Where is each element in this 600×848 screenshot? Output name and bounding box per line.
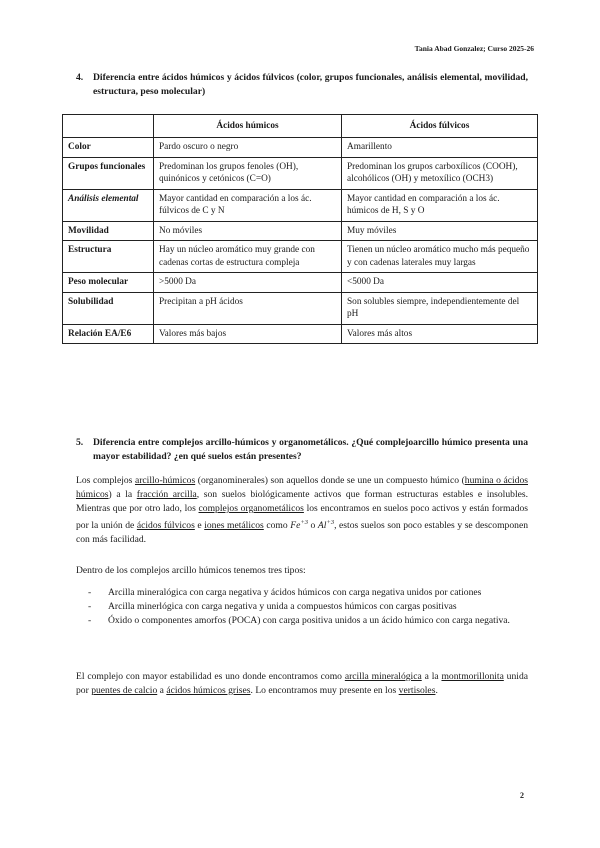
text-run: , estos suelos son poco estables y se descomponen con más facilidad. xyxy=(76,520,528,546)
text-run: unida por xyxy=(76,671,528,696)
table-cell: Mayor cantidad en comparación a los ác. húmicos de H, S y O xyxy=(342,189,538,221)
table-row xyxy=(63,221,538,241)
table-row xyxy=(63,324,538,344)
table-cell: Tienen un núcleo aromático mucho más pequeño y con cadenas laterales muy largas xyxy=(342,241,538,273)
table-header-cell xyxy=(63,115,154,138)
row-label: Color xyxy=(63,138,154,158)
table-cell: Valores más altos xyxy=(342,324,538,344)
underlined-term: ácidos húmicos grises xyxy=(166,685,251,696)
text-run: o xyxy=(308,520,318,532)
text-run: El complejo con mayor estabilidad es uno donde encontramos como xyxy=(76,671,345,682)
page-number: 2 xyxy=(520,791,524,800)
row-label: Relación EA/E6 xyxy=(63,324,154,344)
table-cell: Valores más bajos xyxy=(154,324,342,344)
table-cell: Predominan los grupos fenoles (OH), quinónicos y cetónicos (C=O) xyxy=(154,157,342,189)
ion-symbol: Al xyxy=(317,520,327,532)
iron-ion xyxy=(290,520,308,531)
list-item-text: Arcilla minerlógica con carga negativa y unida a compuestos húmicos con cargas positivas xyxy=(108,601,457,612)
table-cell: Muy móviles xyxy=(342,221,538,241)
text-run: ) a la xyxy=(108,489,137,500)
list-item-text: Óxido o componentes amorfos (POCA) con carga positiva unidos a un ácido húmico con carga negativa. xyxy=(108,615,510,626)
table-cell: No móviles xyxy=(154,221,342,241)
paragraph-complexes xyxy=(76,474,528,547)
row-label: Peso molecular xyxy=(63,273,154,293)
text-run: como xyxy=(263,520,291,532)
underlined-term: montmorillonita xyxy=(441,671,504,682)
table-header-row xyxy=(63,115,538,138)
list-marker: - xyxy=(88,601,92,612)
table-cell: Predominan los grupos carboxílicos (COOH), alcohólicos (OH) y metoxílico (OCH3) xyxy=(342,157,538,189)
page-header-author: Tania Abad Gonzalez; Curso 2025-26 xyxy=(414,44,534,53)
underlined-term: puentes de calcio xyxy=(91,685,158,696)
table-row xyxy=(63,157,538,189)
question-4-number: 4. xyxy=(76,72,84,83)
text-run: a xyxy=(157,685,167,696)
text-run: (organominerales) son aquellos donde se une un compuesto húmico ( xyxy=(195,475,465,486)
ion-charge: +3 xyxy=(300,519,308,526)
question-4-heading xyxy=(76,71,528,99)
table-row xyxy=(63,273,538,293)
text-run: , son suelos biológicamente activos que forman estructuras estables e insolubles. Mientras que por otro lado, los xyxy=(76,489,528,514)
underlined-term: arcillo-húmicos xyxy=(134,475,196,486)
question-5-number: 5. xyxy=(76,437,84,448)
underlined-term: fracción arcilla xyxy=(136,489,197,500)
comparison-table xyxy=(62,114,538,344)
ion-symbol: Fe xyxy=(290,520,301,532)
table-row xyxy=(63,241,538,273)
question-4-title: Diferencia entre ácidos húmicos y ácidos fúlvicos (color, grupos funcionales, análisis elemental, movilidad, estructura, peso molecular) xyxy=(93,72,528,97)
underlined-term: ácidos fúlvicos xyxy=(136,520,195,532)
row-label: Solubilidad xyxy=(63,292,154,324)
underlined-term: arcilla mineralógica xyxy=(344,671,422,682)
table-row xyxy=(63,292,538,324)
table-cell: Son solubles siempre, independientemente del pH xyxy=(342,292,538,324)
table-row xyxy=(63,189,538,221)
text-run: a la xyxy=(421,671,442,682)
row-label: Movilidad xyxy=(63,221,154,241)
table-cell: Amarillento xyxy=(342,138,538,158)
row-label: Análisis elemental xyxy=(63,189,154,221)
table-cell: <5000 Da xyxy=(342,273,538,293)
table-cell: Hay un núcleo aromático muy grande con cadenas cortas de estructura compleja xyxy=(154,241,342,273)
table-row xyxy=(63,138,538,158)
list-marker: - xyxy=(88,615,92,626)
list-item xyxy=(76,586,528,599)
text-run: . xyxy=(435,685,438,696)
table-cell: Precipitan a pH ácidos xyxy=(154,292,342,324)
aluminium-ion xyxy=(318,520,334,531)
table-header-cell: Ácidos fúlvicos xyxy=(342,115,538,138)
table-cell: Mayor cantidad en comparación a los ác. fúlvicos de C y N xyxy=(154,189,342,221)
complex-types-list xyxy=(76,586,528,628)
list-item xyxy=(76,614,528,627)
text-run: los encontramos en suelos poco activos y están formados por la unión de xyxy=(76,503,529,532)
underlined-term: vertisoles xyxy=(398,685,436,696)
question-5-heading xyxy=(76,436,528,464)
text-run: Los complejos xyxy=(76,475,135,486)
paragraph-types-intro: Dentro de los complejos arcillo húmicos tenemos tres tipos: xyxy=(76,565,306,576)
ion-charge: +3 xyxy=(326,519,335,526)
underlined-term: humina o ácidos húmicos xyxy=(76,475,528,500)
table-header-cell: Ácidos húmicos xyxy=(154,115,342,138)
underlined-term: complejos organometálicos xyxy=(198,503,304,514)
list-item xyxy=(76,600,528,613)
row-label: Grupos funcionales xyxy=(63,157,154,189)
paragraph-stability xyxy=(76,670,528,698)
text-run: . Lo encontramos muy presente en los xyxy=(250,685,399,696)
text-run: e xyxy=(194,520,205,532)
list-marker: - xyxy=(88,587,92,598)
table-cell: Pardo oscuro o negro xyxy=(154,138,342,158)
question-5-title: Diferencia entre complejos arcillo-húmicos y organometálicos. ¿Qué complejoarcillo húmico presenta una mayor estabilidad? ¿en qué suelos están presentes? xyxy=(93,437,528,462)
row-label: Estructura xyxy=(63,241,154,273)
list-item-text: Arcilla mineralógica con carga negativa y ácidos húmicos con carga negativa unidos por cationes xyxy=(108,587,482,598)
underlined-term: iones metálicos xyxy=(204,520,264,532)
table-cell: >5000 Da xyxy=(154,273,342,293)
